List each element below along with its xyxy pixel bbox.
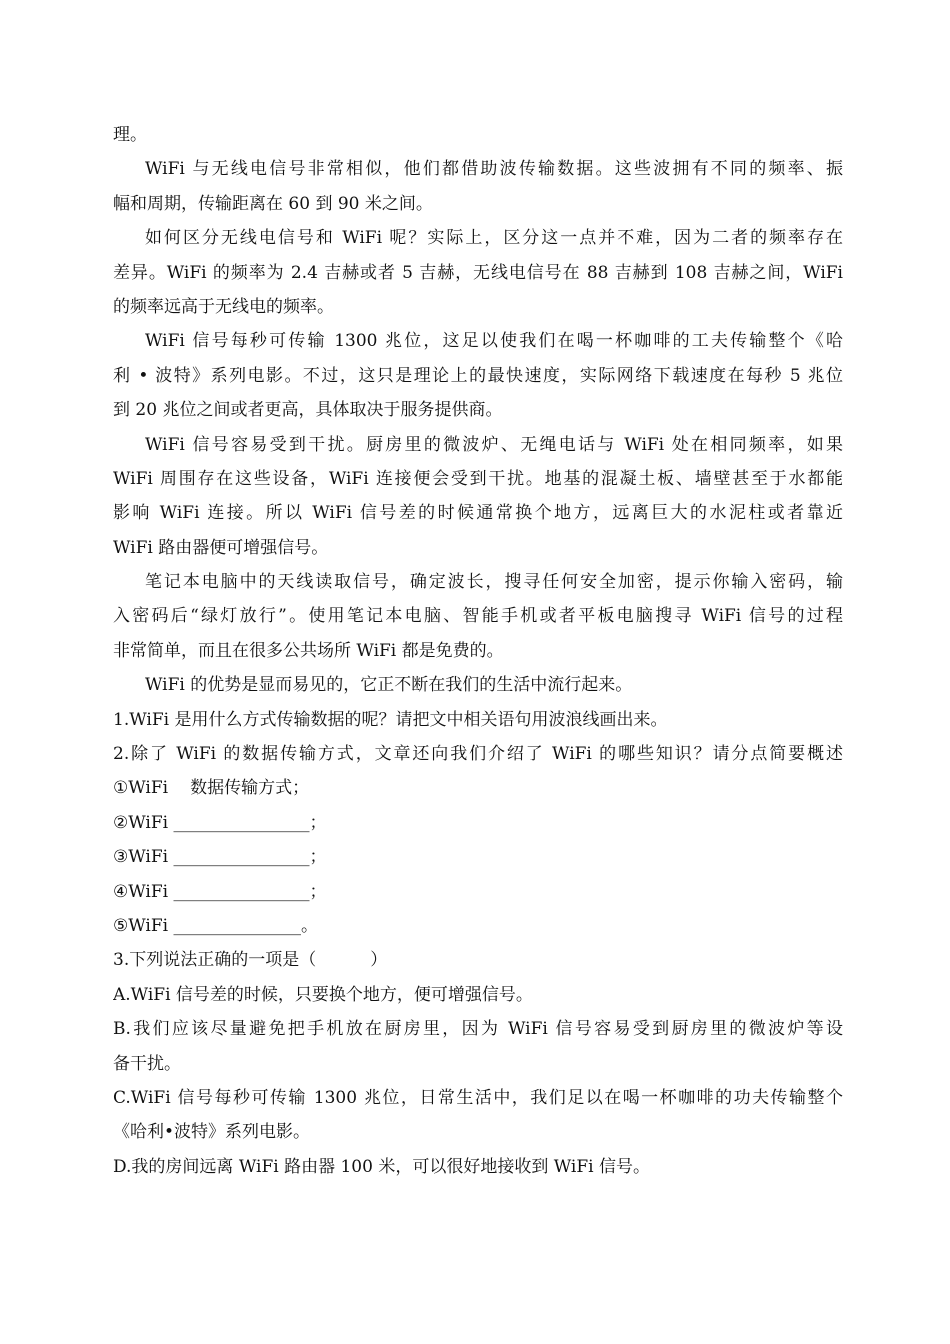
q2-item-1 bbox=[113, 771, 843, 805]
question-3: 3.下列说法正确的一项是（ ） bbox=[113, 950, 388, 971]
option-b-continued[interactable]: 备干扰。 bbox=[113, 1053, 181, 1074]
q2-item-end: 。 bbox=[301, 915, 318, 936]
paragraph-line: WiFi 信号每秒可传输 1300 兆位，这足以使我们在喝一杯咖啡的工夫传输整个《哈 bbox=[145, 331, 843, 352]
q2-item-prefix: ①WiFi bbox=[113, 778, 169, 799]
question-1: 1.WiFi 是用什么方式传输数据的呢？请把文中相关语句用波浪线画出来。 bbox=[113, 709, 668, 730]
q2-item-text: 数据传输方式； bbox=[190, 778, 310, 799]
paragraph-line: 入密码后“绿灯放行”。使用笔记本电脑、智能手机或者平板电脑搜寻 WiFi 信号的过程 bbox=[113, 606, 843, 627]
paragraph-line: 理。 bbox=[113, 125, 147, 145]
q2-item-end: ； bbox=[309, 881, 327, 902]
paragraph-line: 幅和周期，传输距离在 60 到 90 米之间。 bbox=[113, 193, 433, 214]
option-a[interactable]: A.WiFi 信号差的时候，只要换个地方，便可增强信号。 bbox=[113, 984, 533, 1005]
document-body bbox=[113, 118, 843, 1184]
paragraph-line: WiFi 路由器便可增强信号。 bbox=[113, 537, 329, 558]
answer-blank[interactable]: ________________ bbox=[173, 812, 310, 833]
q2-item-4[interactable] bbox=[113, 875, 843, 909]
q2-item-2[interactable] bbox=[113, 806, 843, 840]
paragraph-line: WiFi 信号容易受到干扰。厨房里的微波炉、无绳电话与 WiFi 处在相同频率，如果 bbox=[145, 434, 843, 455]
paragraph-line: 非常简单，而且在很多公共场所 WiFi 都是免费的。 bbox=[113, 640, 504, 661]
option-c[interactable]: C.WiFi 信号每秒可传输 1300 兆位，日常生活中，我们足以在喝一杯咖啡的功夫传输整个 bbox=[113, 1087, 843, 1108]
q2-item-prefix: ④WiFi bbox=[113, 881, 169, 902]
paragraph-line: WiFi 的优势是显而易见的，它正不断在我们的生活中流行起来。 bbox=[145, 675, 633, 696]
question-2: 2.除了 WiFi 的数据传输方式，文章还向我们介绍了 WiFi 的哪些知识？请分点简要概述 bbox=[113, 744, 843, 765]
paragraph-line: 影响 WiFi 连接。所以 WiFi 信号差的时候通常换个地方，远离巨大的水泥柱或者靠近 bbox=[113, 503, 843, 524]
paragraph-line: WiFi 周围存在这些设备，WiFi 连接便会受到干扰。地基的混凝土板、墙壁甚至于水都能 bbox=[113, 468, 843, 489]
answer-blank[interactable]: ________________ bbox=[173, 881, 310, 902]
option-d[interactable]: D.我的房间远离 WiFi 路由器 100 米，可以很好地接收到 WiFi 信号。 bbox=[113, 1156, 650, 1177]
q2-item-3[interactable] bbox=[113, 840, 843, 874]
paragraph-line: 笔记本电脑中的天线读取信号，确定波长，搜寻任何安全加密，提示你输入密码，输 bbox=[145, 572, 843, 593]
q2-item-end: ； bbox=[309, 812, 327, 833]
option-c-continued[interactable]: 《哈利•波特》系列电影。 bbox=[113, 1122, 311, 1143]
paragraph-line: 如何区分无线电信号和 WiFi 呢？实际上，区分这一点并不难，因为二者的频率存在 bbox=[145, 228, 843, 249]
option-b[interactable]: B.我们应该尽量避免把手机放在厨房里，因为 WiFi 信号容易受到厨房里的微波炉等设 bbox=[113, 1019, 843, 1040]
paragraph-line: WiFi 与无线电信号非常相似，他们都借助波传输数据。这些波拥有不同的频率、振 bbox=[145, 159, 843, 180]
q2-item-prefix: ⑤WiFi bbox=[113, 915, 169, 936]
paragraph-line: 利 • 波特》系列电影。不过，这只是理论上的最快速度，实际网络下载速度在每秒 5 兆位 bbox=[113, 365, 843, 386]
q2-item-5[interactable] bbox=[113, 909, 843, 943]
q2-item-end: ； bbox=[309, 847, 327, 868]
q2-item-prefix: ②WiFi bbox=[113, 812, 169, 833]
q2-item-prefix: ③WiFi bbox=[113, 847, 169, 868]
paragraph-line: 差异。WiFi 的频率为 2.4 吉赫或者 5 吉赫，无线电信号在 88 吉赫到 108 吉赫之间，WiFi bbox=[113, 262, 843, 283]
paragraph-line: 到 20 兆位之间或者更高，具体取决于服务提供商。 bbox=[113, 400, 503, 421]
answer-blank[interactable]: _______________ bbox=[173, 915, 301, 936]
paragraph-line: 的频率远高于无线电的频率。 bbox=[113, 296, 334, 317]
answer-blank[interactable]: ________________ bbox=[173, 847, 310, 868]
